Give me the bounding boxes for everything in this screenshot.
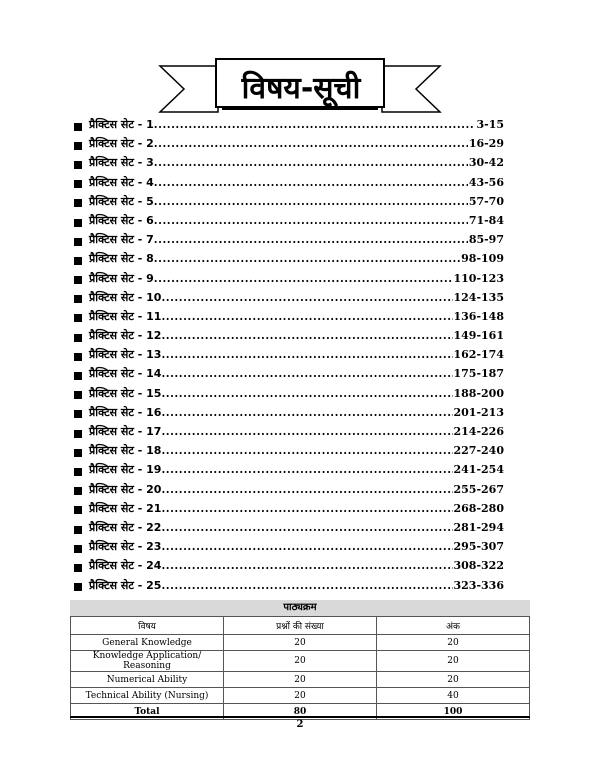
toc-entry-pages: 268-280: [453, 501, 504, 515]
toc-entry: [74, 271, 504, 290]
marks-cell: 20: [377, 672, 530, 688]
square-bullet-icon: [74, 391, 82, 399]
toc-entry: [74, 386, 504, 405]
square-bullet-icon: [74, 257, 82, 265]
toc-entry-label: प्रैक्टिस सेट - 25: [89, 578, 162, 592]
total-label: Total: [71, 704, 224, 720]
dot-leader: [161, 291, 452, 304]
toc-entry-pages: 30-42: [468, 156, 504, 170]
square-bullet-icon: [74, 161, 82, 169]
dot-leader: [161, 559, 452, 572]
square-bullet-icon: [74, 545, 82, 553]
page-number: 2: [296, 719, 304, 730]
questions-cell: 20: [224, 651, 377, 672]
toc-entry-pages: 3-15: [476, 118, 504, 131]
dot-leader: [154, 176, 468, 189]
toc-entry-pages: 201-213: [453, 405, 504, 419]
toc-entry-label: प्रैक्टिस सेट - 6: [89, 213, 154, 227]
toc-entry: [74, 309, 504, 328]
toc-entry-pages: 98-109: [461, 252, 504, 266]
toc-entry-pages: 175-187: [453, 367, 504, 381]
toc-entry: [74, 405, 504, 424]
toc-entry-label: प्रैक्टिस सेट - 23: [89, 540, 162, 554]
column-header-marks: अंक: [377, 617, 530, 635]
toc-entry-label: प्रैक्टिस सेट - 3: [89, 156, 154, 170]
column-header-subject: विषय: [71, 617, 224, 635]
square-bullet-icon: [74, 142, 82, 150]
toc-entry: [74, 578, 504, 597]
toc-entry-label: प्रैक्टिस सेट - 4: [89, 175, 154, 189]
subject-cell: Knowledge Application/ Reasoning: [71, 651, 224, 672]
toc-entry-label: प्रैक्टिस सेट - 18: [89, 444, 162, 458]
marks-cell: 20: [377, 651, 530, 672]
toc-entry-label: प्रैक्टिस सेट - 12: [89, 329, 162, 343]
square-bullet-icon: [74, 487, 82, 495]
table-of-contents: [74, 117, 504, 597]
marks-cell: 40: [377, 688, 530, 704]
dot-leader: [161, 367, 452, 380]
toc-entry-label: प्रैक्टिस सेट - 17: [89, 425, 162, 438]
dot-leader: [161, 483, 452, 496]
dot-leader: [161, 310, 452, 323]
toc-entry-pages: 295-307: [453, 540, 504, 554]
toc-entry-pages: 110-123: [453, 271, 504, 285]
toc-entry: [74, 558, 504, 577]
toc-entry-pages: 85-97: [468, 233, 504, 247]
dot-leader: [161, 329, 452, 342]
square-bullet-icon: [74, 199, 82, 207]
toc-entry: [74, 328, 504, 347]
table-row: [71, 635, 530, 651]
toc-entry-label: प्रैक्टिस सेट - 19: [89, 463, 162, 477]
toc-entry: [74, 501, 504, 520]
square-bullet-icon: [74, 410, 82, 418]
syllabus-table: [70, 616, 530, 720]
toc-entry: [74, 117, 504, 136]
toc-entry-label: प्रैक्टिस सेट - 14: [89, 367, 162, 381]
toc-entry: [74, 155, 504, 174]
square-bullet-icon: [74, 506, 82, 514]
questions-cell: 20: [224, 688, 377, 704]
toc-entry-label: प्रैक्टिस सेट - 11: [89, 309, 162, 323]
square-bullet-icon: [74, 276, 82, 284]
toc-entry-label: प्रैक्टिस सेट - 13: [89, 348, 162, 362]
dot-leader: [161, 425, 452, 438]
dot-leader: [161, 579, 452, 592]
toc-entry-label: प्रैक्टिस सेट - 7: [89, 233, 154, 247]
dot-leader: [161, 521, 452, 534]
syllabus-section: [70, 600, 530, 720]
square-bullet-icon: [74, 180, 82, 188]
dot-leader: [161, 540, 452, 553]
toc-entry: [74, 175, 504, 194]
toc-entry: [74, 366, 504, 385]
toc-entry: [74, 194, 504, 213]
subject-cell: Technical Ability (Nursing): [71, 688, 224, 704]
toc-entry-label: प्रैक्टिस सेट - 22: [89, 520, 162, 534]
toc-entry-label: प्रैक्टिस सेट - 9: [89, 271, 154, 285]
square-bullet-icon: [74, 564, 82, 572]
total-questions: 80: [224, 704, 377, 720]
toc-entry: [74, 443, 504, 462]
dot-leader: [154, 156, 468, 169]
toc-entry-label: प्रैक्टिस सेट - 10: [89, 290, 162, 304]
toc-entry: [74, 539, 504, 558]
toc-entry-pages: 188-200: [453, 386, 504, 400]
square-bullet-icon: [74, 334, 82, 342]
square-bullet-icon: [74, 468, 82, 476]
title-banner: [158, 58, 442, 114]
subject-cell: General Knowledge: [71, 635, 224, 651]
toc-entry: [74, 424, 504, 443]
square-bullet-icon: [74, 314, 82, 322]
toc-entry: [74, 520, 504, 539]
dot-leader: [161, 387, 452, 400]
table-row: [71, 688, 530, 704]
toc-entry-pages: 57-70: [468, 194, 504, 208]
table-header-row: [71, 617, 530, 635]
square-bullet-icon: [74, 583, 82, 591]
toc-entry-pages: 162-174: [453, 348, 504, 362]
dot-leader: [161, 502, 452, 515]
square-bullet-icon: [74, 449, 82, 457]
syllabus-heading: पाठ्यक्रम: [70, 600, 530, 616]
dot-leader: [154, 137, 468, 150]
toc-entry: [74, 136, 504, 155]
toc-entry-label: प्रैक्टिस सेट - 16: [89, 405, 162, 419]
toc-entry-pages: 255-267: [453, 482, 504, 496]
questions-cell: 20: [224, 672, 377, 688]
dot-leader: [161, 444, 452, 457]
toc-entry: [74, 347, 504, 366]
square-bullet-icon: [74, 238, 82, 246]
toc-entry-label: प्रैक्टिस सेट - 21: [89, 501, 162, 515]
toc-entry: [74, 213, 504, 232]
toc-entry: [74, 232, 504, 251]
questions-cell: 20: [224, 635, 377, 651]
toc-entry: [74, 482, 504, 501]
table-row: [71, 651, 530, 672]
square-bullet-icon: [74, 219, 82, 227]
toc-entry-label: प्रैक्टिस सेट - 2: [89, 137, 154, 151]
toc-entry-pages: 214-226: [453, 425, 504, 438]
toc-entry-label: प्रैक्टिस सेट - 15: [89, 386, 162, 400]
toc-entry-label: प्रैक्टिस सेट - 24: [89, 559, 162, 573]
toc-entry-pages: 308-322: [453, 559, 504, 573]
square-bullet-icon: [74, 526, 82, 534]
page-title: विषय-सूची: [241, 70, 361, 106]
table-row: [71, 672, 530, 688]
toc-entry-label: प्रैक्टिस सेट - 20: [89, 482, 162, 496]
toc-entry-pages: 227-240: [453, 444, 504, 458]
toc-entry: [74, 462, 504, 481]
square-bullet-icon: [74, 372, 82, 380]
dot-leader: [154, 233, 468, 246]
column-header-questions: प्रश्नों की संख्या: [224, 617, 377, 635]
square-bullet-icon: [74, 353, 82, 361]
toc-entry-pages: 136-148: [453, 309, 504, 323]
toc-entry-pages: 149-161: [453, 329, 504, 343]
dot-leader: [154, 195, 468, 208]
square-bullet-icon: [74, 295, 82, 303]
toc-entry-pages: 124-135: [453, 290, 504, 304]
dot-leader: [154, 272, 453, 285]
dot-leader: [154, 118, 476, 131]
dot-leader: [161, 348, 452, 361]
toc-entry-pages: 16-29: [468, 137, 504, 151]
total-marks: 100: [377, 704, 530, 720]
toc-entry-pages: 241-254: [453, 463, 504, 477]
dot-leader: [161, 406, 452, 419]
dot-leader: [161, 463, 452, 476]
toc-entry-label: प्रैक्टिस सेट - 1: [89, 118, 154, 131]
toc-entry-pages: 281-294: [453, 520, 504, 534]
toc-entry-label: प्रैक्टिस सेट - 5: [89, 194, 154, 208]
toc-entry-pages: 71-84: [468, 213, 504, 227]
square-bullet-icon: [74, 123, 82, 131]
dot-leader: [154, 252, 460, 265]
subject-cell: Numerical Ability: [71, 672, 224, 688]
footer-rule: [70, 716, 530, 718]
toc-entry: [74, 290, 504, 309]
toc-entry-pages: 323-336: [453, 578, 504, 592]
toc-entry-pages: 43-56: [468, 175, 504, 189]
marks-cell: 20: [377, 635, 530, 651]
toc-entry: [74, 251, 504, 270]
toc-entry-label: प्रैक्टिस सेट - 8: [89, 252, 154, 266]
dot-leader: [154, 214, 468, 227]
square-bullet-icon: [74, 430, 82, 438]
